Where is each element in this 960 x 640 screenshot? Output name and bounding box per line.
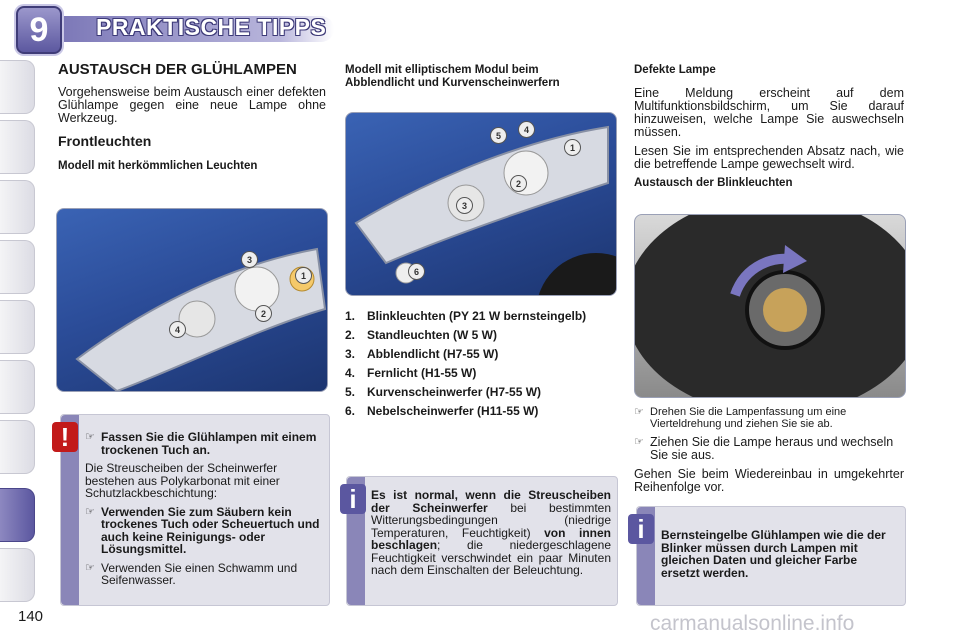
warning-bullet — [85, 431, 323, 456]
list-item: 2. Standleuchten (W 5 W) — [345, 328, 497, 342]
chapter-tab[interactable] — [0, 240, 35, 294]
page-number: 140 — [18, 608, 44, 625]
callout-marker: 2 — [510, 175, 527, 192]
defect-text: Lesen Sie im entsprechenden Absatz nach, wie die betreffende Lampe gewechselt wird. — [634, 143, 904, 171]
chapter-tab[interactable] — [0, 420, 35, 474]
warning-content — [85, 431, 323, 593]
callout-marker: 3 — [241, 251, 258, 268]
headlamp-illustration — [57, 209, 327, 391]
chapter-tab[interactable] — [0, 60, 35, 114]
intro-text: Vorgehensweise beim Austausch einer defekten Glühlampe gegen eine neue Lampe ohne Werkzeug. — [58, 85, 326, 125]
column-right — [634, 64, 904, 189]
callout-marker: 4 — [169, 321, 186, 338]
warning-bullet-text: Verwenden Sie einen Schwamm und Seifenwasser. — [101, 560, 298, 587]
warning-bullet-text: Verwenden Sie zum Säubern kein trockenes Tuch oder Scheuertuch und auch keine Reinigungs- oder Lösungsmittel. — [101, 504, 320, 556]
warning-bullet-text: Fassen Sie die Glühlampen mit einem trockenen Tuch an. — [101, 430, 317, 457]
chapter-tab[interactable] — [0, 120, 35, 174]
warning-text: Die Streuscheiben der Scheinwerfer bestehen aus Polykarbonat mit einer Schutzlackbeschichtung: — [85, 461, 280, 500]
warning-icon: ! — [52, 422, 78, 452]
info-icon: i — [628, 514, 654, 544]
callout-marker: 1 — [564, 139, 581, 156]
model-label: Modell mit elliptischem Modul beim Abblendlicht und Kurvenscheinwerfern — [345, 64, 560, 89]
chapter-tab[interactable] — [0, 180, 35, 234]
list-item: 3. Abblendlicht (H7-55 W) — [345, 347, 499, 361]
step: ☞ Ziehen Sie die Lampe heraus und wechseln Sie sie aus. — [634, 435, 894, 462]
info-icon: i — [340, 484, 366, 514]
headlamp-photo-standard — [56, 208, 328, 392]
defect-heading: Defekte Lampe — [634, 64, 716, 76]
reinstall-text: Gehen Sie beim Wiedereinbau in umgekehrter Reihenfolge vor. — [634, 467, 904, 494]
defect-text: Eine Meldung erscheint auf dem Multifunktionsbildschirm, um Sie darauf hinzuweisen, welche Lampe Sie auswechseln müssen. — [634, 85, 904, 139]
pointing-hand-icon: ☞ — [85, 561, 95, 574]
chapter-tab[interactable] — [0, 300, 35, 354]
step: ☞ Drehen Sie die Lampenfassung um eine Vierteldrehung und ziehen Sie sie ab. — [634, 406, 847, 430]
list-item: 5. Kurvenscheinwerfer (H7-55 W) — [345, 385, 542, 399]
model-label: Modell mit herkömmlichen Leuchten — [58, 160, 258, 172]
callout-marker: 4 — [518, 121, 535, 138]
callout-marker: 2 — [255, 305, 272, 322]
watermark: carmanualsonline.info — [650, 612, 855, 635]
callout-marker: 1 — [295, 267, 312, 284]
page-title: PRAKTISCHE TIPPS — [96, 14, 327, 40]
indicator-illustration — [635, 215, 905, 397]
list-item: 4. Fernlicht (H1-55 W) — [345, 366, 477, 380]
callout-marker: 6 — [408, 263, 425, 280]
section-heading: AUSTAUSCH DER GLÜHLAMPEN — [58, 61, 297, 78]
pointing-hand-icon: ☞ — [85, 431, 95, 443]
indicator-heading: Austausch der Blinkleuchten — [634, 176, 793, 189]
page-header — [0, 0, 960, 50]
indicator-steps — [634, 406, 904, 500]
bulb-list — [345, 310, 615, 424]
warning-bullet — [85, 506, 323, 556]
indicator-photo — [634, 214, 906, 398]
pointing-hand-icon: ☞ — [634, 406, 644, 418]
pointing-hand-icon: ☞ — [85, 505, 95, 518]
info-content: Bernsteingelbe Glühlampen wie die der Blinker müssen durch Lampen mit gleichen Daten und gleicher Farbe ersetzt werden. — [661, 528, 886, 580]
pointing-hand-icon: ☞ — [634, 436, 644, 448]
callout-marker: 5 — [490, 127, 507, 144]
info-box — [636, 506, 906, 606]
chapter-tab-strip — [0, 40, 36, 600]
callout-marker: 3 — [456, 197, 473, 214]
warning-bullet — [85, 562, 323, 587]
info-box — [346, 476, 618, 606]
warning-box — [60, 414, 330, 606]
list-item: 1. Blinkleuchten (PY 21 W bernsteingelb) — [345, 309, 587, 323]
chapter-number-badge: 9 — [16, 6, 62, 54]
chapter-tab[interactable] — [0, 548, 35, 602]
list-item: 6. Nebelscheinwerfer (H11-55 W) — [345, 404, 539, 418]
headlamp-photo-elliptical — [345, 112, 617, 296]
column-left — [58, 62, 326, 173]
info-content: Es ist normal, wenn die Streuscheiben der Scheinwerfer bei bestimmten Witterungsbedingungen (niedrige Temperaturen, Feuchtigkeit) von innen beschlagen; die niedergeschlagene Feuchtigkeit verschwindet ein paar Minuten nach dem Einschalten der Beleuchtung. — [371, 488, 612, 577]
subsection-heading: Frontleuchten — [58, 133, 152, 149]
chapter-tab[interactable] — [0, 360, 35, 414]
chapter-tab-active[interactable] — [0, 488, 35, 542]
column-middle — [345, 64, 605, 89]
